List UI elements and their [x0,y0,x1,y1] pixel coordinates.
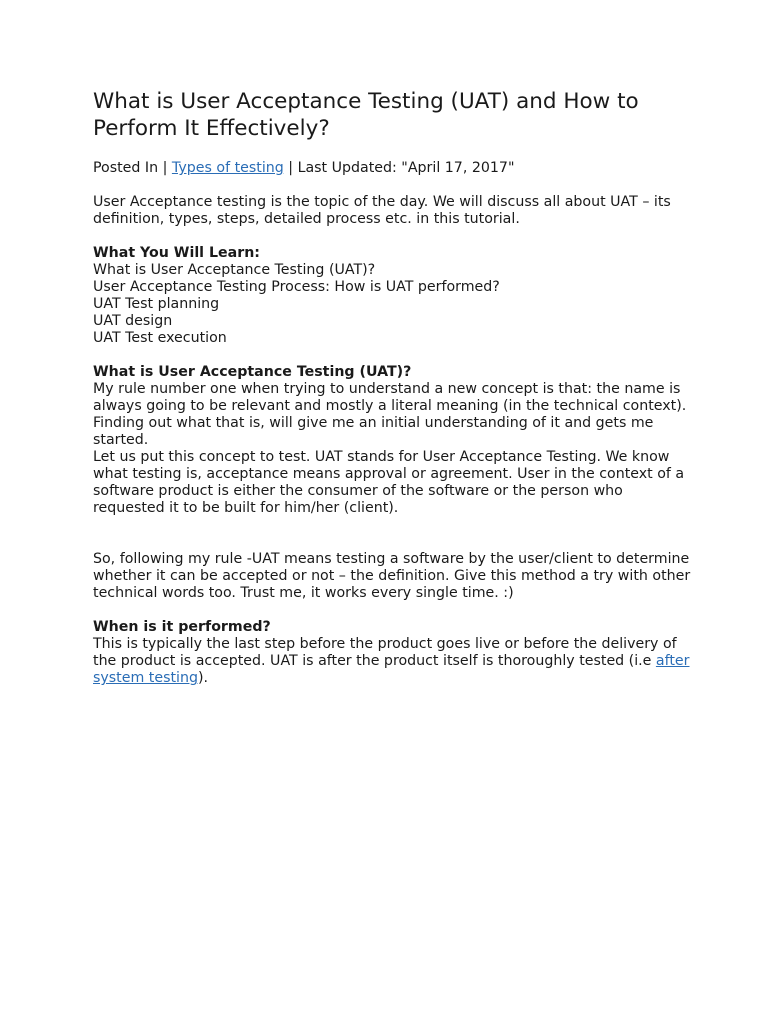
after-system-testing-link[interactable]: after system testing [93,653,690,686]
toc-item[interactable]: UAT Test planning [93,296,220,312]
toc-item[interactable]: What is User Acceptance Testing (UAT)? [93,262,376,278]
category-link[interactable]: Types of testing [171,160,284,176]
toc-item[interactable]: UAT design [93,313,173,329]
article-title: What is User Acceptance Testing (UAT) and How to Perform It Effectively? [93,89,639,141]
section1-paragraph-3: So, following my rule -UAT means testing a software by the user/client to determine whether it can be accepted or not – the definition. Give this method a try with other technical words too. Trust me, it works every single time. :) [93,551,691,601]
intro-paragraph: User Acceptance testing is the topic of the day. We will discuss all about UAT – its definition, types, steps, detailed process etc. in this tutorial. [93,194,671,227]
toc-item[interactable]: User Acceptance Testing Process: How is UAT performed? [93,279,500,295]
section2-text-after-link: ). [198,670,209,686]
toc-item[interactable]: UAT Test execution [93,330,227,346]
section-heading-when-performed: When is it performed? [93,619,271,635]
post-meta [93,160,693,177]
section1-paragraph-1: My rule number one when trying to understand a new concept is that: the name is always going to be relevant and mostly a literal meaning (in the technical context). Finding out what that is, will give me an initial understanding of it and gets me started. [93,381,687,448]
section1-paragraph-2: Let us put this concept to test. UAT stands for User Acceptance Testing. We know what testing is, acceptance means approval or agreement. User in the context of a software product is either the consumer of the software or the person who requested it to be built for him/her (client). [93,449,685,516]
article-body [93,88,693,687]
posted-in-label: Posted In | [93,160,172,176]
section-heading-what-is-uat: What is User Acceptance Testing (UAT)? [93,364,412,380]
section2-paragraph [93,636,693,687]
toc-heading: What You Will Learn: [93,245,260,261]
last-updated-text: | Last Updated: "April 17, 2017" [283,160,515,176]
section2-text-before-link: This is typically the last step before the product goes live or before the delivery of the product is accepted. UAT is after the product itself is thoroughly tested (i.e [93,636,677,669]
toc-list [93,262,693,347]
